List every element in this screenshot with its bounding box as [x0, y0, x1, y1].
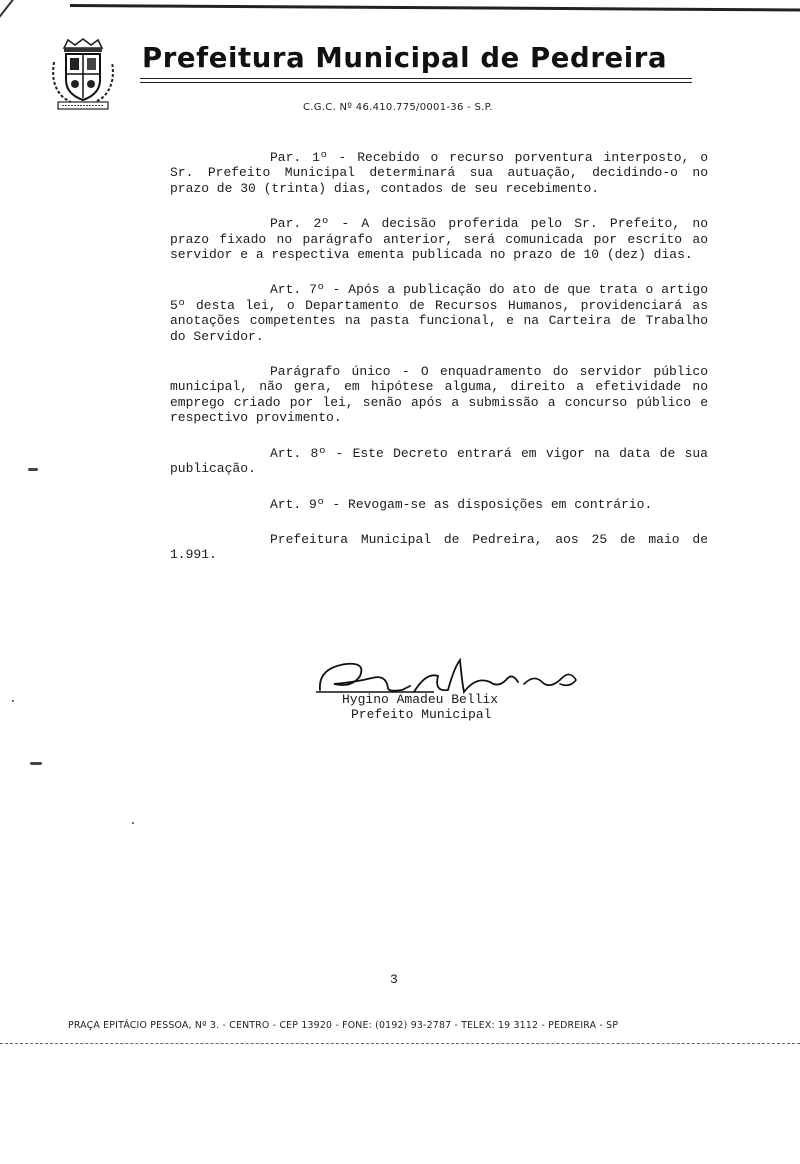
paragraph-unique: Parágrafo único - O enquadramento do servidor público municipal, não gera, em hipótese alguma, direito a efetividade no emprego criado por lei, senão após a submissão a concurso público e respectivo provimento.: [170, 364, 708, 426]
scan-speck: [132, 822, 134, 824]
paragraph-par-1: Par. 1º - Recebido o recurso porventura interposto, o Sr. Prefeito Municipal determinará sua autuação, decidindo-o no prazo de 30 (trinta) dias, contados de seu recebimento.: [170, 150, 708, 196]
letterhead-rule: [140, 78, 692, 79]
scan-speck: [30, 762, 42, 765]
document-body: [170, 150, 708, 563]
municipal-crest-icon: [48, 36, 118, 114]
cgc-number: C.G.C. Nº 46.410.775/0001-36 - S.P.: [303, 102, 493, 113]
paragraph-art-8: Art. 8º - Este Decreto entrará em vigor na data de sua publicação.: [170, 445, 708, 477]
letterhead-rule: [140, 82, 692, 83]
paragraph-art-7: Art. 7º - Após a publicação do ato de que trata o artigo 5º desta lei, o Departamento de Recursos Humanos, providenciará as anotações competentes na pasta funcional, e na Carteira de Trabalho do Servidor.: [170, 282, 708, 344]
page-number: 3: [390, 972, 398, 987]
footer-address: PRAÇA EPITÁCIO PESSOA, Nº 3. - CENTRO - CEP 13920 - FONE: (0192) 93-2787 - TELEX: 19 3112 - PEDREIRA - SP: [68, 1020, 619, 1031]
scan-speck: [28, 468, 38, 471]
paragraph-art-9: Art. 9º - Revogam-se as disposições em contrário.: [270, 496, 653, 512]
paragraph-par-2: Par. 2º - A decisão proferida pelo Sr. Prefeito, no prazo fixado no parágrafo anterior, será comunicada por escrito ao servidor e a respectiva ementa publicada no prazo de 10 (dez) dias.: [170, 216, 708, 263]
scan-edge-top: [70, 4, 800, 11]
place-and-date: Prefeitura Municipal de Pedreira, aos 25 de maio de 1.991.: [170, 531, 708, 563]
scan-speck: [12, 700, 14, 702]
signer-name: Hygino Amadeu Bellix: [342, 692, 499, 707]
signer-title: Prefeito Municipal: [351, 707, 492, 722]
scan-edge-bottom: [0, 1043, 800, 1044]
scan-edge-corner: [0, 0, 46, 30]
letterhead-title: Prefeitura Municipal de Pedreira: [142, 42, 668, 74]
